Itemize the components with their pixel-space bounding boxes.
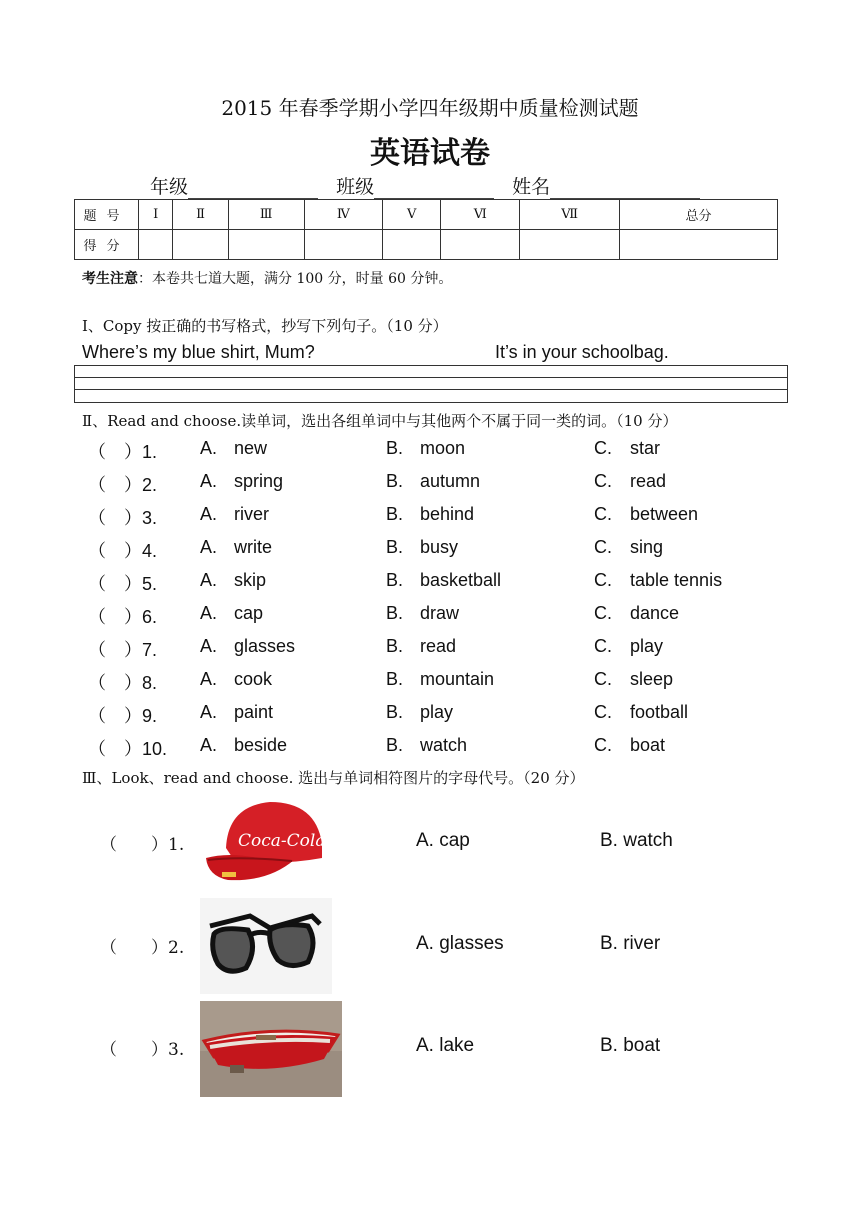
copy-sentence-a: Where’s my blue shirt, Mum? — [82, 342, 315, 362]
option-letter: B. — [386, 735, 404, 755]
score-cell[interactable] — [383, 230, 441, 260]
option-letter: C. — [594, 603, 612, 623]
option-b: behind — [420, 504, 475, 524]
option-letter: C. — [594, 669, 612, 689]
option-letter: C. — [594, 471, 612, 491]
option-b: B. watch — [600, 830, 673, 851]
option-letter: C. — [594, 570, 612, 590]
option-a: cook — [234, 669, 273, 689]
option-a: paint — [234, 702, 274, 722]
section-2-heading: Ⅱ、Read and choose.读单词，选出各组单词中与其他两个不属于同一类的词。（10 分） — [82, 412, 678, 430]
question-row — [88, 570, 788, 600]
option-letter: B. — [386, 471, 404, 491]
question-row — [88, 636, 788, 666]
option-c: star — [630, 438, 661, 458]
col-7: Ⅶ — [520, 200, 620, 230]
question-row — [88, 735, 788, 765]
option-letter: C. — [594, 735, 612, 755]
option-letter: A. — [200, 702, 218, 722]
col-2: Ⅱ — [173, 200, 228, 230]
score-cell[interactable] — [139, 230, 173, 260]
option-a: new — [234, 438, 268, 458]
question-number: （ ）2. — [100, 938, 185, 958]
option-a: cap — [234, 603, 264, 623]
score-cell[interactable] — [173, 230, 228, 260]
option-letter: A. — [200, 669, 218, 689]
question-number: （ ）1. — [88, 442, 158, 462]
row-label-number: 题号 — [75, 200, 139, 230]
option-b: play — [420, 702, 454, 722]
option-letter: B. — [386, 702, 404, 722]
option-c: play — [630, 636, 664, 656]
option-c: read — [630, 471, 667, 491]
section-1-heading: Ⅰ、Copy 按正确的书写格式，抄写下列句子。（10 分） — [82, 317, 448, 335]
option-letter: A. — [200, 570, 218, 590]
option-c: dance — [630, 603, 680, 623]
option-c: table tennis — [630, 570, 723, 590]
option-letter: A. — [200, 603, 218, 623]
option-c: boat — [630, 735, 666, 755]
option-b: watch — [420, 735, 468, 755]
option-b: autumn — [420, 471, 481, 491]
question-row — [88, 702, 788, 732]
option-a: A. lake — [416, 1035, 475, 1056]
option-b: draw — [420, 603, 460, 623]
option-letter: A. — [200, 735, 218, 755]
question-number: （ ）10. — [88, 739, 168, 759]
notice-label: 考生注意 — [82, 271, 138, 287]
red-boat-icon — [200, 1001, 342, 1097]
option-a: A. cap — [416, 830, 470, 851]
option-letter: C. — [594, 702, 612, 722]
score-cell[interactable] — [228, 230, 304, 260]
class-blank[interactable] — [374, 178, 494, 199]
notice-text: ：本卷共七道大题，满分 100 分，时量 60 分钟。 — [138, 271, 453, 287]
option-a: A. glasses — [416, 933, 504, 954]
option-letter: A. — [200, 504, 218, 524]
option-c: sing — [630, 537, 664, 557]
option-letter: A. — [200, 636, 218, 656]
score-cell[interactable] — [441, 230, 520, 260]
col-6: Ⅵ — [441, 200, 520, 230]
option-letter: B. — [386, 438, 404, 458]
name-label: 姓名 — [512, 176, 551, 198]
question-number: （ ）9. — [88, 706, 158, 726]
option-letter: C. — [594, 438, 612, 458]
question-number: （ ）1. — [100, 835, 185, 855]
question-number: （ ）5. — [88, 574, 158, 594]
col-3: Ⅲ — [228, 200, 304, 230]
option-b: basketball — [420, 570, 502, 590]
option-letter: C. — [594, 537, 612, 557]
question-number: （ ）2. — [88, 475, 158, 495]
option-c: football — [630, 702, 689, 722]
option-letter: B. — [386, 603, 404, 623]
option-c: sleep — [630, 669, 674, 689]
question-number: （ ）7. — [88, 640, 158, 660]
question-row — [88, 504, 788, 534]
option-letter: B. — [386, 537, 404, 557]
red-cap-icon — [198, 796, 328, 888]
writing-lines[interactable] — [74, 365, 788, 403]
option-letter: C. — [594, 636, 612, 656]
exam-subtitle: 英语试卷 — [370, 136, 490, 171]
option-a: glasses — [234, 636, 296, 656]
copy-sentences — [82, 342, 782, 363]
option-a: write — [234, 537, 273, 557]
option-letter: B. — [386, 504, 404, 524]
svg-text:Coca-Cola: Coca-Cola — [238, 831, 326, 851]
score-cell-total[interactable] — [620, 230, 778, 260]
class-label: 班级 — [336, 176, 375, 198]
grade-blank[interactable] — [188, 178, 318, 199]
option-b: B. river — [600, 933, 661, 954]
copy-sentence-b: It’s in your schoolbag. — [495, 342, 669, 362]
option-letter: B. — [386, 636, 404, 656]
col-5: Ⅴ — [383, 200, 441, 230]
option-letter: A. — [200, 471, 218, 491]
option-letter: A. — [200, 537, 218, 557]
exam-title: 2015 年春季学期小学四年级期中质量检测试题 — [221, 96, 639, 120]
option-letter: C. — [594, 504, 612, 524]
glasses-icon — [200, 898, 332, 994]
grade-label: 年级 — [150, 176, 189, 198]
option-b: mountain — [420, 669, 495, 689]
question-number: （ ）8. — [88, 673, 158, 693]
option-letter: A. — [200, 438, 218, 458]
score-cell[interactable] — [304, 230, 383, 260]
question-number: （ ）3. — [100, 1040, 185, 1060]
option-b: busy — [420, 537, 459, 557]
option-b: B. boat — [600, 1035, 661, 1056]
question-row — [88, 603, 788, 633]
option-a: beside — [234, 735, 288, 755]
question-row — [88, 669, 788, 699]
question-row — [88, 537, 788, 567]
col-4: Ⅳ — [304, 200, 383, 230]
student-info — [150, 172, 712, 199]
row-label-score: 得分 — [75, 230, 139, 260]
question-number: （ ）6. — [88, 607, 158, 627]
option-letter: B. — [386, 669, 404, 689]
option-a: river — [234, 504, 269, 524]
option-a: skip — [234, 570, 267, 590]
exam-notice — [82, 268, 452, 288]
option-a: spring — [234, 471, 284, 491]
question-number: （ ）4. — [88, 541, 158, 561]
name-blank[interactable] — [550, 178, 700, 199]
score-table — [74, 199, 778, 260]
option-b: moon — [420, 438, 466, 458]
section-3-heading: Ⅲ、Look、read and choose. 选出与单词相符图片的字母代号。（20 分） — [82, 769, 585, 787]
col-total: 总分 — [620, 200, 778, 230]
question-number: （ ）3. — [88, 508, 158, 528]
col-1: Ⅰ — [139, 200, 173, 230]
option-c: between — [630, 504, 699, 524]
question-row — [88, 471, 788, 501]
option-b: read — [420, 636, 457, 656]
question-row — [88, 438, 788, 468]
option-letter: B. — [386, 570, 404, 590]
score-cell[interactable] — [520, 230, 620, 260]
